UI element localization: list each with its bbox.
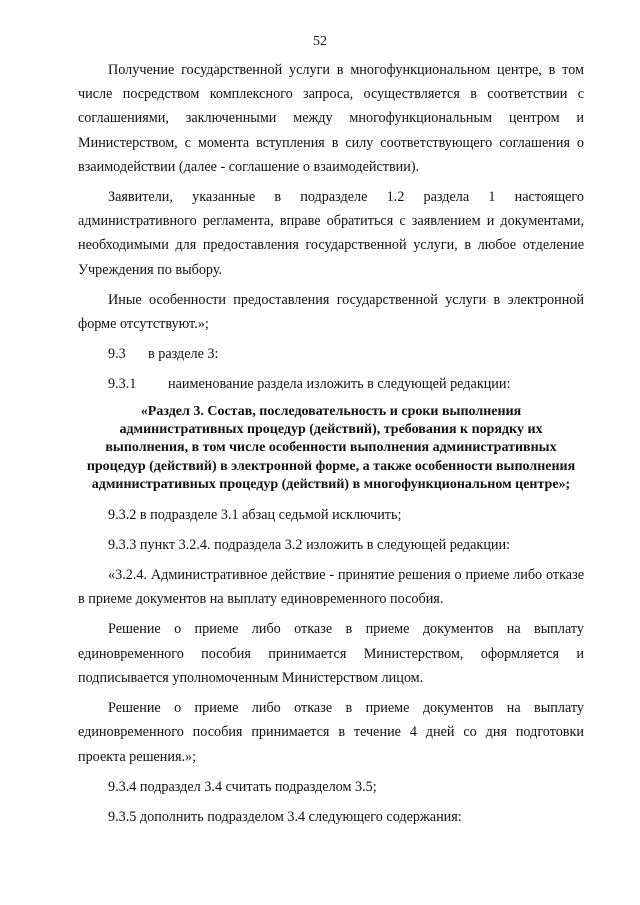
paragraph-9-3-4: 9.3.4 подраздел 3.4 считать подразделом 3.5; <box>108 778 377 795</box>
paragraph-applicants: Заявители, указанные в подразделе 1.2 раздела 1 настоящего административного регламента, вправе обратиться с заявлением и документами, необходимыми для предоставления государственной услуги, в любое отделение Учреждения по выбору. <box>78 189 584 278</box>
paragraph-9-3-3: 9.3.3 пункт 3.2.4. подраздела 3.2 изложить в следующей редакции: <box>108 536 511 553</box>
item-9-3-1 <box>78 372 584 396</box>
item-number: 9.3 <box>108 346 126 363</box>
paragraph-mfc-service: Получение государственной услуги в многофункциональном центре, в том числе посредством комплексного запроса, осуществляется в соответствии с соглашениями, заключенными между многофункциональным центром и Министерством, с момента вступления в силу соответствующего соглашения о взаимодействии (далее - соглашение о взаимодействии). <box>78 62 584 175</box>
section-heading: «Раздел 3. Состав, последовательность и сроки выполнения административных процедур (действий), требования к порядку их выполнения, в том числе особенности выполнения административных процедур (действий) в электронной форме, а также особенности выполнения административных процедур (действий) в многофункциональном центре»; <box>86 403 576 493</box>
item-text: в разделе 3: <box>148 346 219 363</box>
page-number: 52 <box>313 34 327 49</box>
item-number: 9.3.1 <box>108 376 137 393</box>
item-9-3 <box>78 342 584 366</box>
paragraph-3-2-4: «3.2.4. Административное действие - принятие решения о приеме либо отказе в приеме документов на выплату единовременного пособия. <box>78 567 584 608</box>
document-body <box>78 58 584 835</box>
paragraph-electronic-form: Иные особенности предоставления государственной услуги в электронной форме отсутствуют.»; <box>78 291 584 333</box>
item-text: наименование раздела изложить в следующей редакции: <box>168 376 511 393</box>
paragraph-9-3-5: 9.3.5 дополнить подразделом 3.4 следующего содержания: <box>108 808 462 825</box>
paragraph-9-3-2: 9.3.2 в подразделе 3.1 абзац седьмой исключить; <box>108 506 402 523</box>
paragraph-decision-ministry: Решение о приеме либо отказе в приеме документов на выплату единовременного пособия принимается Министерством, оформляется и подписывается уполномоченным Министерством лицом. <box>78 621 584 686</box>
paragraph-decision-term: Решение о приеме либо отказе в приеме документов на выплату единовременного пособия принимается в течение 4 дней со дня подготовки проекта решения.»; <box>78 700 584 765</box>
